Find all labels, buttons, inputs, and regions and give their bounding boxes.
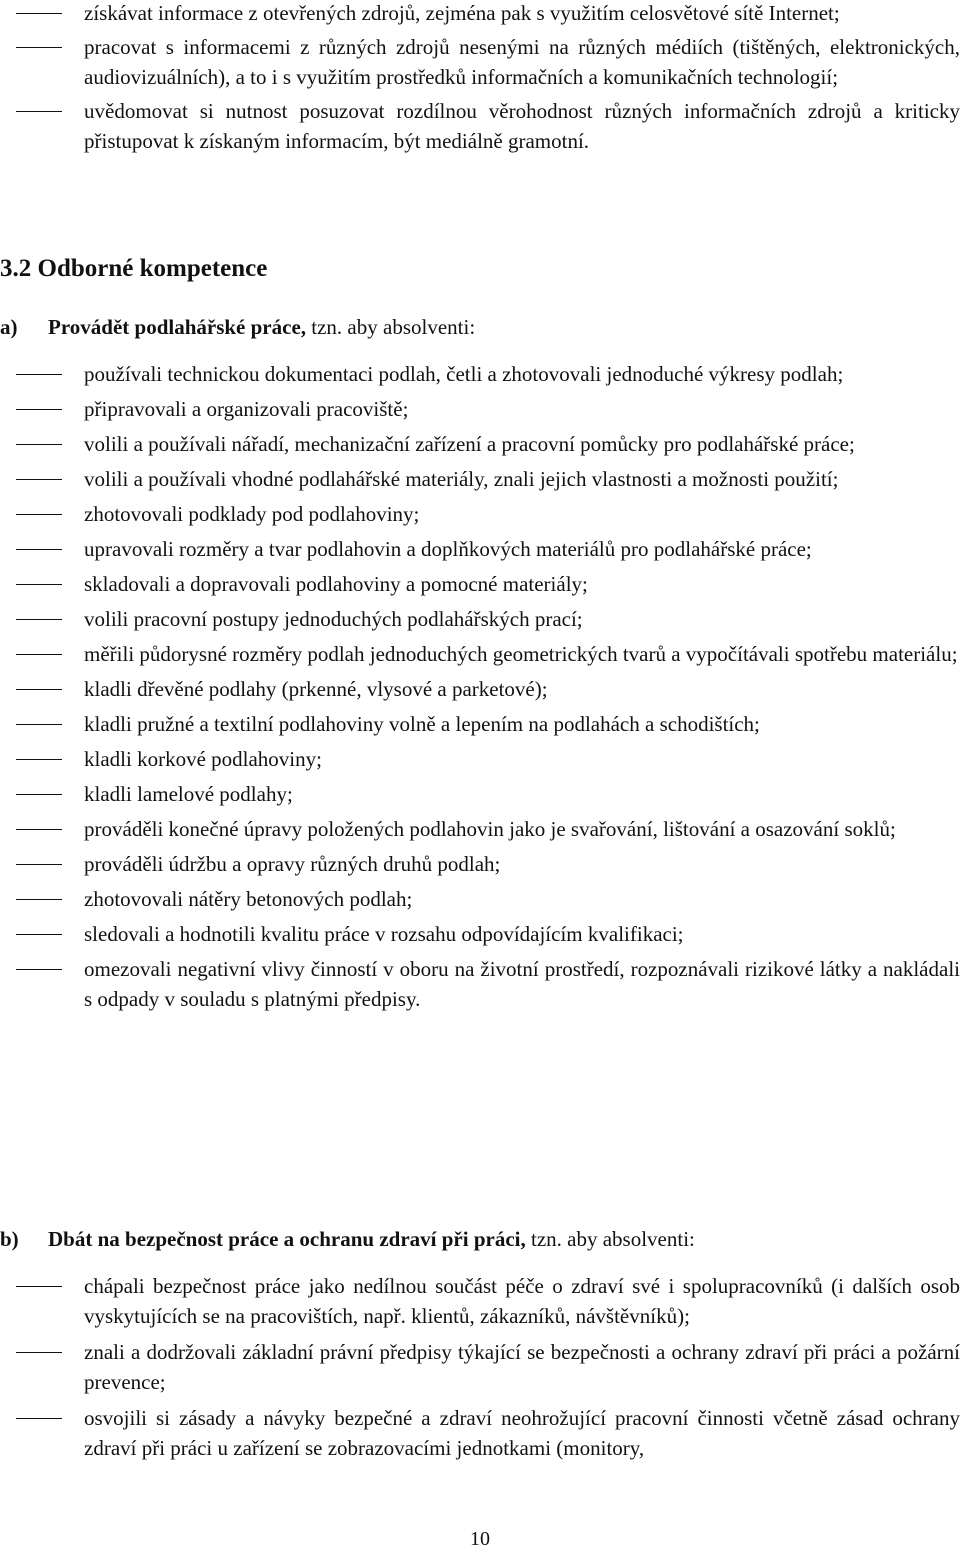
list-item-text: volili pracovní postupy jednoduchých podlahářských prací; <box>84 607 583 631</box>
competence-list-b <box>0 1271 960 1469</box>
intro-list <box>0 0 960 160</box>
list-item-text: skladovali a dopravovali podlahoviny a pomocné materiály; <box>84 572 588 596</box>
list-item <box>0 96 960 156</box>
list-item-text: volili a používali nářadí, mechanizační zařízení a pracovní pomůcky pro podlahářské práce; <box>84 432 855 456</box>
subsection-heading-a <box>0 312 960 342</box>
list-item <box>0 604 960 634</box>
list-item-text: měřili půdorysné rozměry podlah jednoduchých geometrických tvarů a vypočítávali spotřebu materiálu; <box>84 642 958 666</box>
list-item-text: kladli korkové podlahoviny; <box>84 747 322 771</box>
list-item <box>0 1403 960 1463</box>
list-item <box>0 779 960 809</box>
list-item-text: prováděli údržbu a opravy různých druhů podlah; <box>84 852 501 876</box>
subsection-letter: a) <box>0 315 18 339</box>
list-item-text: pracovat s informacemi z různých zdrojů nesenými na různých médiích (tištěných, elektronických, audiovizuálních), a to i s využitím prostředků informačních a komunikačních technologií; <box>84 35 960 89</box>
list-item <box>0 1337 960 1397</box>
list-item-text: uvědomovat si nutnost posuzovat rozdílnou věrohodnost různých informačních zdrojů a kriticky přistupovat k získaným informacím, být mediálně gramotní. <box>84 99 960 153</box>
subsection-tail: tzn. aby absolventi: <box>525 1227 695 1251</box>
list-item <box>0 954 960 1014</box>
list-item <box>0 1271 960 1331</box>
list-item-text: získávat informace z otevřených zdrojů, zejména pak s využitím celosvětové sítě Internet; <box>84 1 840 25</box>
list-item-text: osvojili si zásady a návyky bezpečné a zdraví neohrožující pracovní činnosti včetně zásad ochrany zdraví při práci u zařízení se zobrazovacími jednotkami (monitory, <box>84 1406 960 1460</box>
list-item-text: připravovali a organizovali pracoviště; <box>84 397 409 421</box>
list-item <box>0 919 960 949</box>
list-item <box>0 569 960 599</box>
subsection-title: Dbát na bezpečnost práce a ochranu zdraví při práci, <box>48 1227 526 1251</box>
list-item-text: upravovali rozměry a tvar podlahovin a doplňkových materiálů pro podlahářské práce; <box>84 537 812 561</box>
list-item <box>0 709 960 739</box>
list-item <box>0 744 960 774</box>
list-item-text: kladli dřevěné podlahy (prkenné, vlysové a parketové); <box>84 677 548 701</box>
list-item <box>0 0 960 28</box>
subsection-letter: b) <box>0 1227 19 1251</box>
list-item <box>0 674 960 704</box>
section-heading: 3.2 Odborné kompetence <box>0 255 268 282</box>
list-item <box>0 534 960 564</box>
subsection-heading-b <box>0 1224 960 1254</box>
competence-list-a <box>0 359 960 1019</box>
list-item <box>0 464 960 494</box>
list-item-text: používali technickou dokumentaci podlah, četli a zhotovovali jednoduché výkresy podlah; <box>84 362 844 386</box>
page-number: 10 <box>470 1528 490 1550</box>
subsection-tail: tzn. aby absolventi: <box>306 315 476 339</box>
list-item <box>0 359 960 389</box>
list-item <box>0 499 960 529</box>
list-item-text: sledovali a hodnotili kvalitu práce v rozsahu odpovídajícím kvalifikaci; <box>84 922 684 946</box>
list-item-text: prováděli konečné úpravy položených podlahovin jako je svařování, lištování a osazování soklů; <box>84 817 896 841</box>
list-item <box>0 884 960 914</box>
list-item <box>0 32 960 92</box>
subsection-title: Provádět podlahářské práce, <box>48 315 307 339</box>
list-item <box>0 639 960 669</box>
list-item <box>0 429 960 459</box>
list-item-text: volili a používali vhodné podlahářské materiály, znali jejich vlastnosti a možnosti použití; <box>84 467 839 491</box>
list-item <box>0 814 960 844</box>
list-item <box>0 849 960 879</box>
list-item <box>0 394 960 424</box>
list-item-text: kladli lamelové podlahy; <box>84 782 293 806</box>
list-item-text: omezovali negativní vlivy činností v oboru na životní prostředí, rozpoznávali rizikové látky a nakládali s odpady v souladu s platnými předpisy. <box>84 957 960 1011</box>
list-item-text: chápali bezpečnost práce jako nedílnou součást péče o zdraví své i spolupracovníků (i dalších osob vyskytujících se na pracovištích, např. klientů, zákazníků, návštěvníků); <box>84 1274 960 1328</box>
list-item-text: znali a dodržovali základní právní předpisy týkající se bezpečnosti a ochrany zdraví při práci a požární prevence; <box>84 1340 960 1394</box>
list-item-text: kladli pružné a textilní podlahoviny volně a lepením na podlahách a schodištích; <box>84 712 760 736</box>
list-item-text: zhotovovali nátěry betonových podlah; <box>84 887 413 911</box>
list-item-text: zhotovovali podklady pod podlahoviny; <box>84 502 420 526</box>
